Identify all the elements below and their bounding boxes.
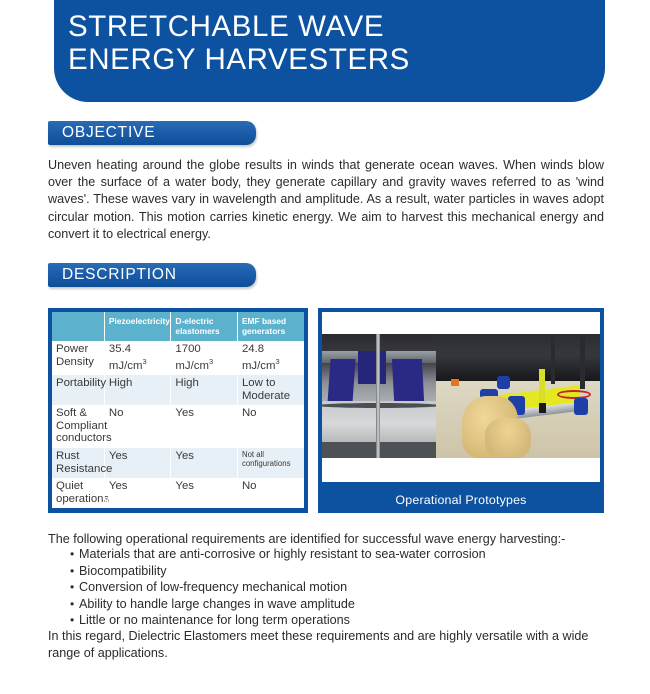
row-label: Portability (52, 375, 104, 405)
table-cell: Yes (171, 405, 238, 448)
row-label-line2: Resistance (56, 462, 113, 475)
row-label (52, 448, 113, 478)
bench-post (580, 334, 585, 389)
photo-panel-card (318, 308, 604, 513)
cell-unit-exponent: 3 (142, 356, 147, 366)
column-header-emf-generators (237, 312, 304, 341)
cell-value: 35.4 (108, 343, 132, 355)
table-cell: High (104, 375, 171, 405)
row-label-line1: Power (56, 343, 89, 355)
comparison-table-caption: Why Dielectric Elastomers (103, 493, 253, 507)
column-header-piezoelectricity (104, 312, 171, 341)
cell-unit-exponent: 3 (208, 356, 214, 366)
table-cell (104, 341, 171, 375)
row-label-line2: operations (56, 492, 110, 505)
table-row (52, 448, 304, 478)
poster-title-line-1: STRETCHABLE WAVE (68, 10, 385, 43)
bench-equipment (436, 334, 600, 381)
row-label-line1: Rust (56, 449, 80, 462)
cell-value: 1700 (175, 343, 201, 355)
table-header-row (52, 312, 304, 341)
row-label-line1: Quiet (56, 480, 84, 493)
column-header-dielectric-elastomers (171, 312, 238, 341)
photo-panel-inner (322, 312, 600, 482)
objective-body-text: Uneven heating around the globe results in winds that generate ocean waves. When winds blow over the surface of a water body, they generate capillary and gravity waves referred to as 'wind waves'. These waves vary in wavelength and amplitude. As a result, water particles in waves adopt circular motion. This motion carries kinetic energy. We aim to harvest this mechanical energy and convert it to electrical energy. (48, 158, 604, 241)
column-header-text-line1: D-electric (175, 316, 214, 326)
table-cell: Yes (171, 448, 238, 478)
table-row (52, 405, 304, 448)
row-label (52, 341, 104, 375)
list-item: • Ability to handle large changes in wave amplitude (70, 596, 610, 613)
table-cell: No (104, 405, 171, 448)
table-cell: No (237, 405, 304, 448)
section-header-objective: OBJECTIVE (48, 121, 256, 145)
vertical-rod (376, 334, 380, 458)
blue-clamp (497, 376, 510, 388)
table-cell: Yes (104, 448, 171, 478)
poster-title-line-2: ENERGY HARVESTERS (68, 43, 410, 76)
comparison-table-body (52, 341, 304, 508)
photo-strip (322, 334, 600, 458)
cell-value-small: Not all configurations (241, 449, 291, 469)
table-cell: No (237, 478, 304, 508)
probe-arm (539, 369, 545, 406)
requirements-list (70, 546, 610, 629)
elastomer-flap (327, 359, 355, 404)
list-item: • Materials that are anti-corrosive or highly resistant to sea-water corrosion (70, 546, 610, 563)
elastomer-flap (392, 359, 424, 401)
table-row (52, 375, 304, 405)
probe-tip (539, 403, 546, 413)
table-cell: Yes (171, 478, 238, 508)
section-header-description: DESCRIPTION (48, 263, 256, 287)
photo-wave-tank (322, 334, 436, 458)
cell-unit-exponent: 3 (275, 356, 280, 366)
column-header-text-line2: elastomers (175, 326, 220, 336)
row-label-line1: Soft & (56, 407, 88, 420)
comparison-table (52, 312, 304, 508)
table-cell: Low to Moderate (237, 375, 304, 405)
row-label-line3: conductors (56, 432, 112, 445)
closing-paragraph: In this regard, Dielectric Elastomers meet these requirements and are highly versatile with a wide range of applications. (48, 629, 589, 661)
column-header-text: Piezoelectricity (108, 316, 170, 326)
comparison-table-head (52, 312, 304, 341)
cell-unit: mJ/cm (175, 359, 209, 372)
column-header-text-line2: generators (241, 326, 286, 336)
bench-post (551, 334, 555, 384)
list-item: • Conversion of low-frequency mechanical motion (70, 579, 610, 596)
table-cell (237, 448, 304, 478)
requirements-intro-text: The following operational requirements are identified for successful wave energy harvesting:- (48, 532, 566, 546)
list-item: • Biocompatibility (70, 563, 610, 580)
table-cell (171, 341, 238, 375)
row-label-line2: Density (56, 355, 94, 368)
table-cell (237, 341, 304, 375)
red-cable-loop (557, 390, 591, 399)
row-label (52, 405, 112, 448)
elastomer-flap (358, 351, 385, 383)
row-label-line2: Compliant (56, 419, 108, 432)
gloved-hand (485, 418, 531, 458)
table-cell: Yes (104, 478, 171, 508)
table-row (52, 341, 304, 375)
list-item: • Little or no maintenance for long term operations (70, 612, 610, 629)
indicator-light (451, 379, 459, 386)
cell-unit: mJ/cm (241, 359, 276, 372)
blue-clamp (574, 398, 589, 414)
column-header-blank (52, 312, 104, 341)
photo-panel-caption: Operational Prototypes (395, 493, 527, 507)
photo-test-bench (436, 334, 600, 458)
cell-unit: mJ/cm (108, 359, 143, 372)
comparison-table-card (48, 308, 308, 513)
cell-value: 24.8 (241, 343, 265, 355)
column-header-text-line1: EMF based (241, 316, 287, 326)
poster-title-banner (54, 0, 605, 102)
table-cell: High (171, 375, 238, 405)
